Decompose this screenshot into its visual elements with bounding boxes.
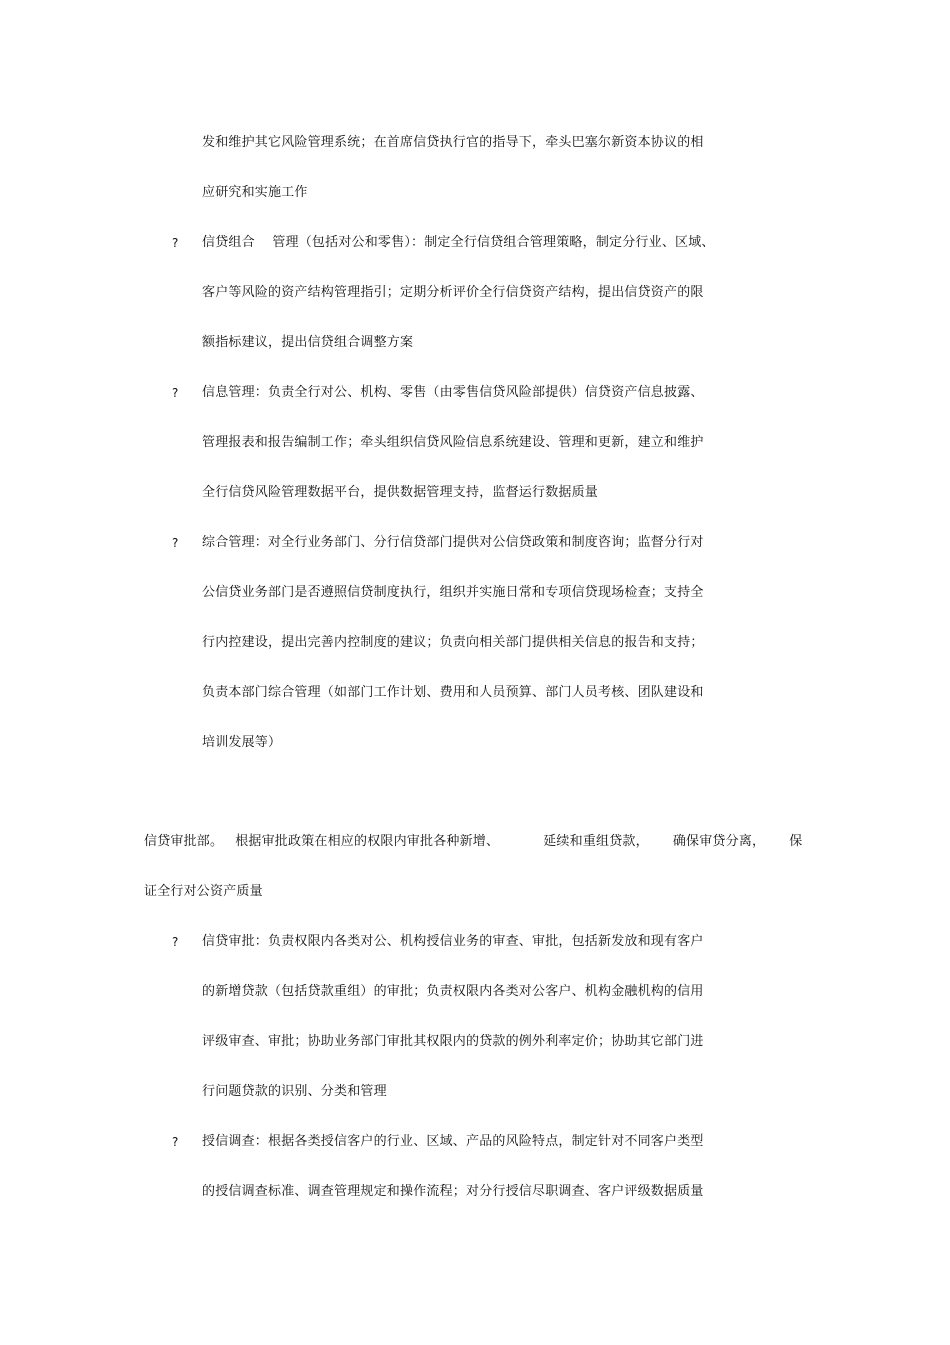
list-item-line: 信贷审批：负责权限内各类对公、机构授信业务的审查、审批，包括新发放和现有客户 (202, 934, 704, 949)
list-item-line: 额指标建议，提出信贷组合调整方案 (202, 335, 414, 350)
list-item-line: 信息管理：负责全行对公、机构、零售（由零售信贷风险部提供）信贷资产信息披露、 (202, 385, 704, 400)
bullet-marker: ? (172, 236, 179, 250)
list-item-line: 客户等风险的资产结构管理指引；定期分析评价全行信贷资产结构，提出信贷资产的限 (202, 285, 704, 300)
list-item-line: 负责本部门综合管理（如部门工作计划、费用和人员预算、部门人员考核、团队建设和 (202, 685, 704, 700)
list-item-line: 的授信调查标准、调查管理规定和操作流程；对分行授信尽职调查、客户评级数据质量 (202, 1184, 704, 1199)
section-description (144, 834, 802, 850)
list-item-line: 行内控建设，提出完善内控制度的建议；负责向相关部门提供相关信息的报告和支持； (202, 635, 704, 650)
list-item-line: 管理报表和报告编制工作；牵头组织信贷风险信息系统建设、管理和更新，建立和维护 (202, 435, 704, 450)
list-item-line: 公信贷业务部门是否遵照信贷制度执行，组织并实施日常和专项信贷现场检查；支持全 (202, 585, 704, 600)
list-item-line: 行问题贷款的识别、分类和管理 (202, 1084, 387, 1099)
bullet-marker: ? (172, 386, 179, 400)
bullet-marker: ? (172, 536, 179, 550)
section-description-line: 证全行对公资产质量 (144, 884, 263, 899)
list-item-line: 信贷组合 管理（包括对公和零售）：制定全行信贷组合管理策略，制定分行业、区域、 (202, 235, 715, 250)
list-item-line: 的新增贷款（包括贷款重组）的审批；负责权限内各类对公客户、机构金融机构的信用 (202, 984, 704, 999)
bullet-marker: ? (172, 1135, 179, 1149)
list-item-line: 评级审查、审批；协助业务部门审批其权限内的贷款的例外利率定价；协助其它部门进 (202, 1034, 704, 1049)
section-desc-part: 保 (789, 834, 803, 849)
section-desc-part: 确保审贷分离， (672, 834, 766, 849)
section-title: 信贷审批部。 (144, 834, 224, 849)
list-item-line: 培训发展等） (202, 735, 282, 750)
bullet-marker: ? (172, 935, 179, 949)
list-item-line: 授信调查：根据各类授信客户的行业、区域、产品的风险特点，制定针对不同客户类型 (202, 1134, 704, 1149)
list-item-line: 综合管理：对全行业务部门、分行信贷部门提供对公信贷政策和制度咨询；监督分行对 (202, 535, 704, 550)
intro-line: 应研究和实施工作 (202, 185, 308, 200)
section-desc-part: 延续和重组贷款， (543, 834, 649, 849)
intro-line: 发和维护其它风险管理系统；在首席信贷执行官的指导下，牵头巴塞尔新资本协议的相 (202, 135, 704, 150)
section-desc-part: 根据审批政策在相应的权限内审批各种新增、 (235, 834, 500, 849)
list-item-line: 全行信贷风险管理数据平台，提供数据管理支持，监督运行数据质量 (202, 485, 599, 500)
